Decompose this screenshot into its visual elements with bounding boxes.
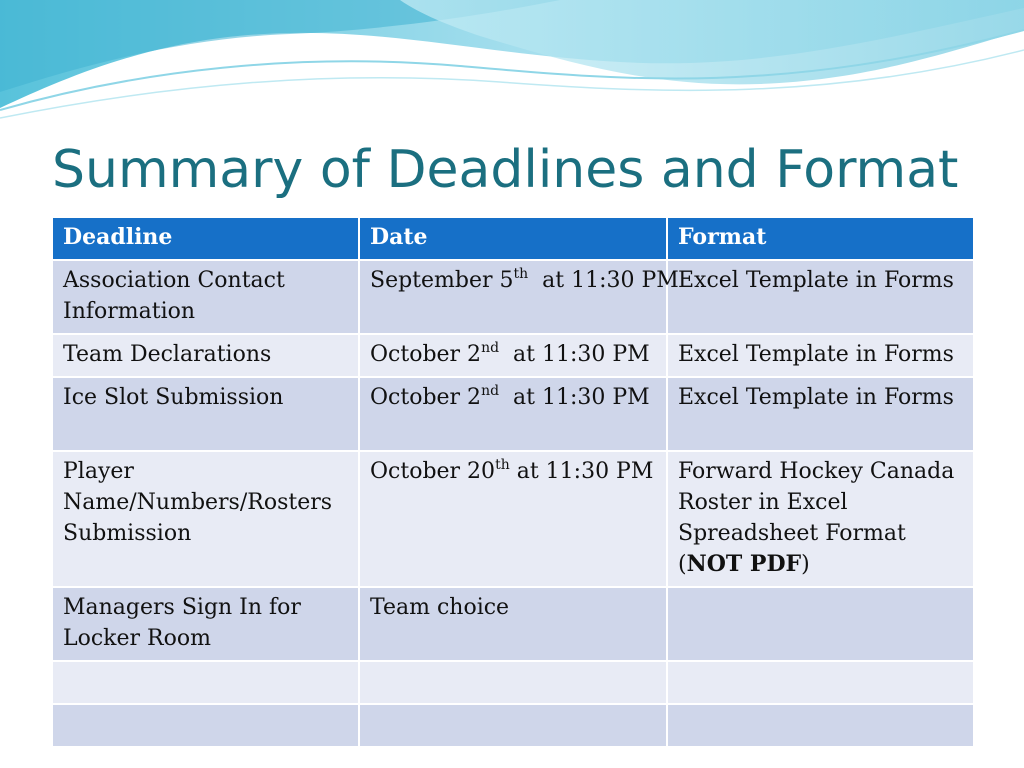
cell-deadline: Player Name/Numbers/Rosters Submission xyxy=(52,451,359,587)
table-row xyxy=(52,334,974,377)
cell-deadline: Managers Sign In for Locker Room xyxy=(52,587,359,661)
date-time: at 11:30 PM xyxy=(509,459,654,484)
table-row xyxy=(52,377,974,451)
date-time: at 11:30 PM xyxy=(499,385,650,410)
date-prefix: October 20 xyxy=(370,459,496,484)
cell-date xyxy=(359,377,667,451)
date-time: at 11:30 PM xyxy=(499,342,650,367)
cell-deadline: Team Declarations xyxy=(52,334,359,377)
deadlines-table xyxy=(51,216,975,748)
date-ordinal: nd xyxy=(481,383,500,399)
header-wave-decoration xyxy=(0,0,1024,130)
cell-date: Team choice xyxy=(359,587,667,661)
cell-deadline xyxy=(52,661,359,704)
header-date: Date xyxy=(359,217,667,260)
date-ordinal: th xyxy=(495,457,510,473)
cell-date xyxy=(359,334,667,377)
cell-format: Excel Template in Forms xyxy=(667,260,974,334)
cell-format: Excel Template in Forms xyxy=(667,334,974,377)
table-row xyxy=(52,260,974,334)
header-format: Format xyxy=(667,217,974,260)
cell-format xyxy=(667,451,974,587)
cell-format xyxy=(667,661,974,704)
cell-format xyxy=(667,704,974,747)
format-emphasis: NOT PDF xyxy=(686,551,802,577)
cell-format xyxy=(667,587,974,661)
date-prefix: October 2 xyxy=(370,385,482,410)
cell-date xyxy=(359,451,667,587)
format-close: ) xyxy=(801,552,810,577)
slide-title: Summary of Deadlines and Format xyxy=(52,140,959,200)
cell-deadline: Ice Slot Submission xyxy=(52,377,359,451)
format-text: Forward Hockey Canada Roster in Excel Spreadsheet Format ( xyxy=(678,459,955,577)
cell-date xyxy=(359,661,667,704)
table-row xyxy=(52,704,974,747)
cell-date xyxy=(359,260,679,334)
cell-date xyxy=(359,704,667,747)
table-row xyxy=(52,661,974,704)
table-header-row xyxy=(52,217,974,260)
table-row xyxy=(52,451,974,587)
date-ordinal: th xyxy=(513,266,529,282)
date-time: at 11:30 PM xyxy=(528,268,679,293)
cell-format: Excel Template in Forms xyxy=(667,377,974,451)
cell-deadline xyxy=(52,704,359,747)
date-ordinal: nd xyxy=(481,340,500,356)
date-prefix: October 2 xyxy=(370,342,482,367)
cell-deadline: Association Contact Information xyxy=(52,260,359,334)
header-deadline: Deadline xyxy=(52,217,359,260)
table-row xyxy=(52,587,974,661)
date-prefix: September 5 xyxy=(370,268,514,293)
